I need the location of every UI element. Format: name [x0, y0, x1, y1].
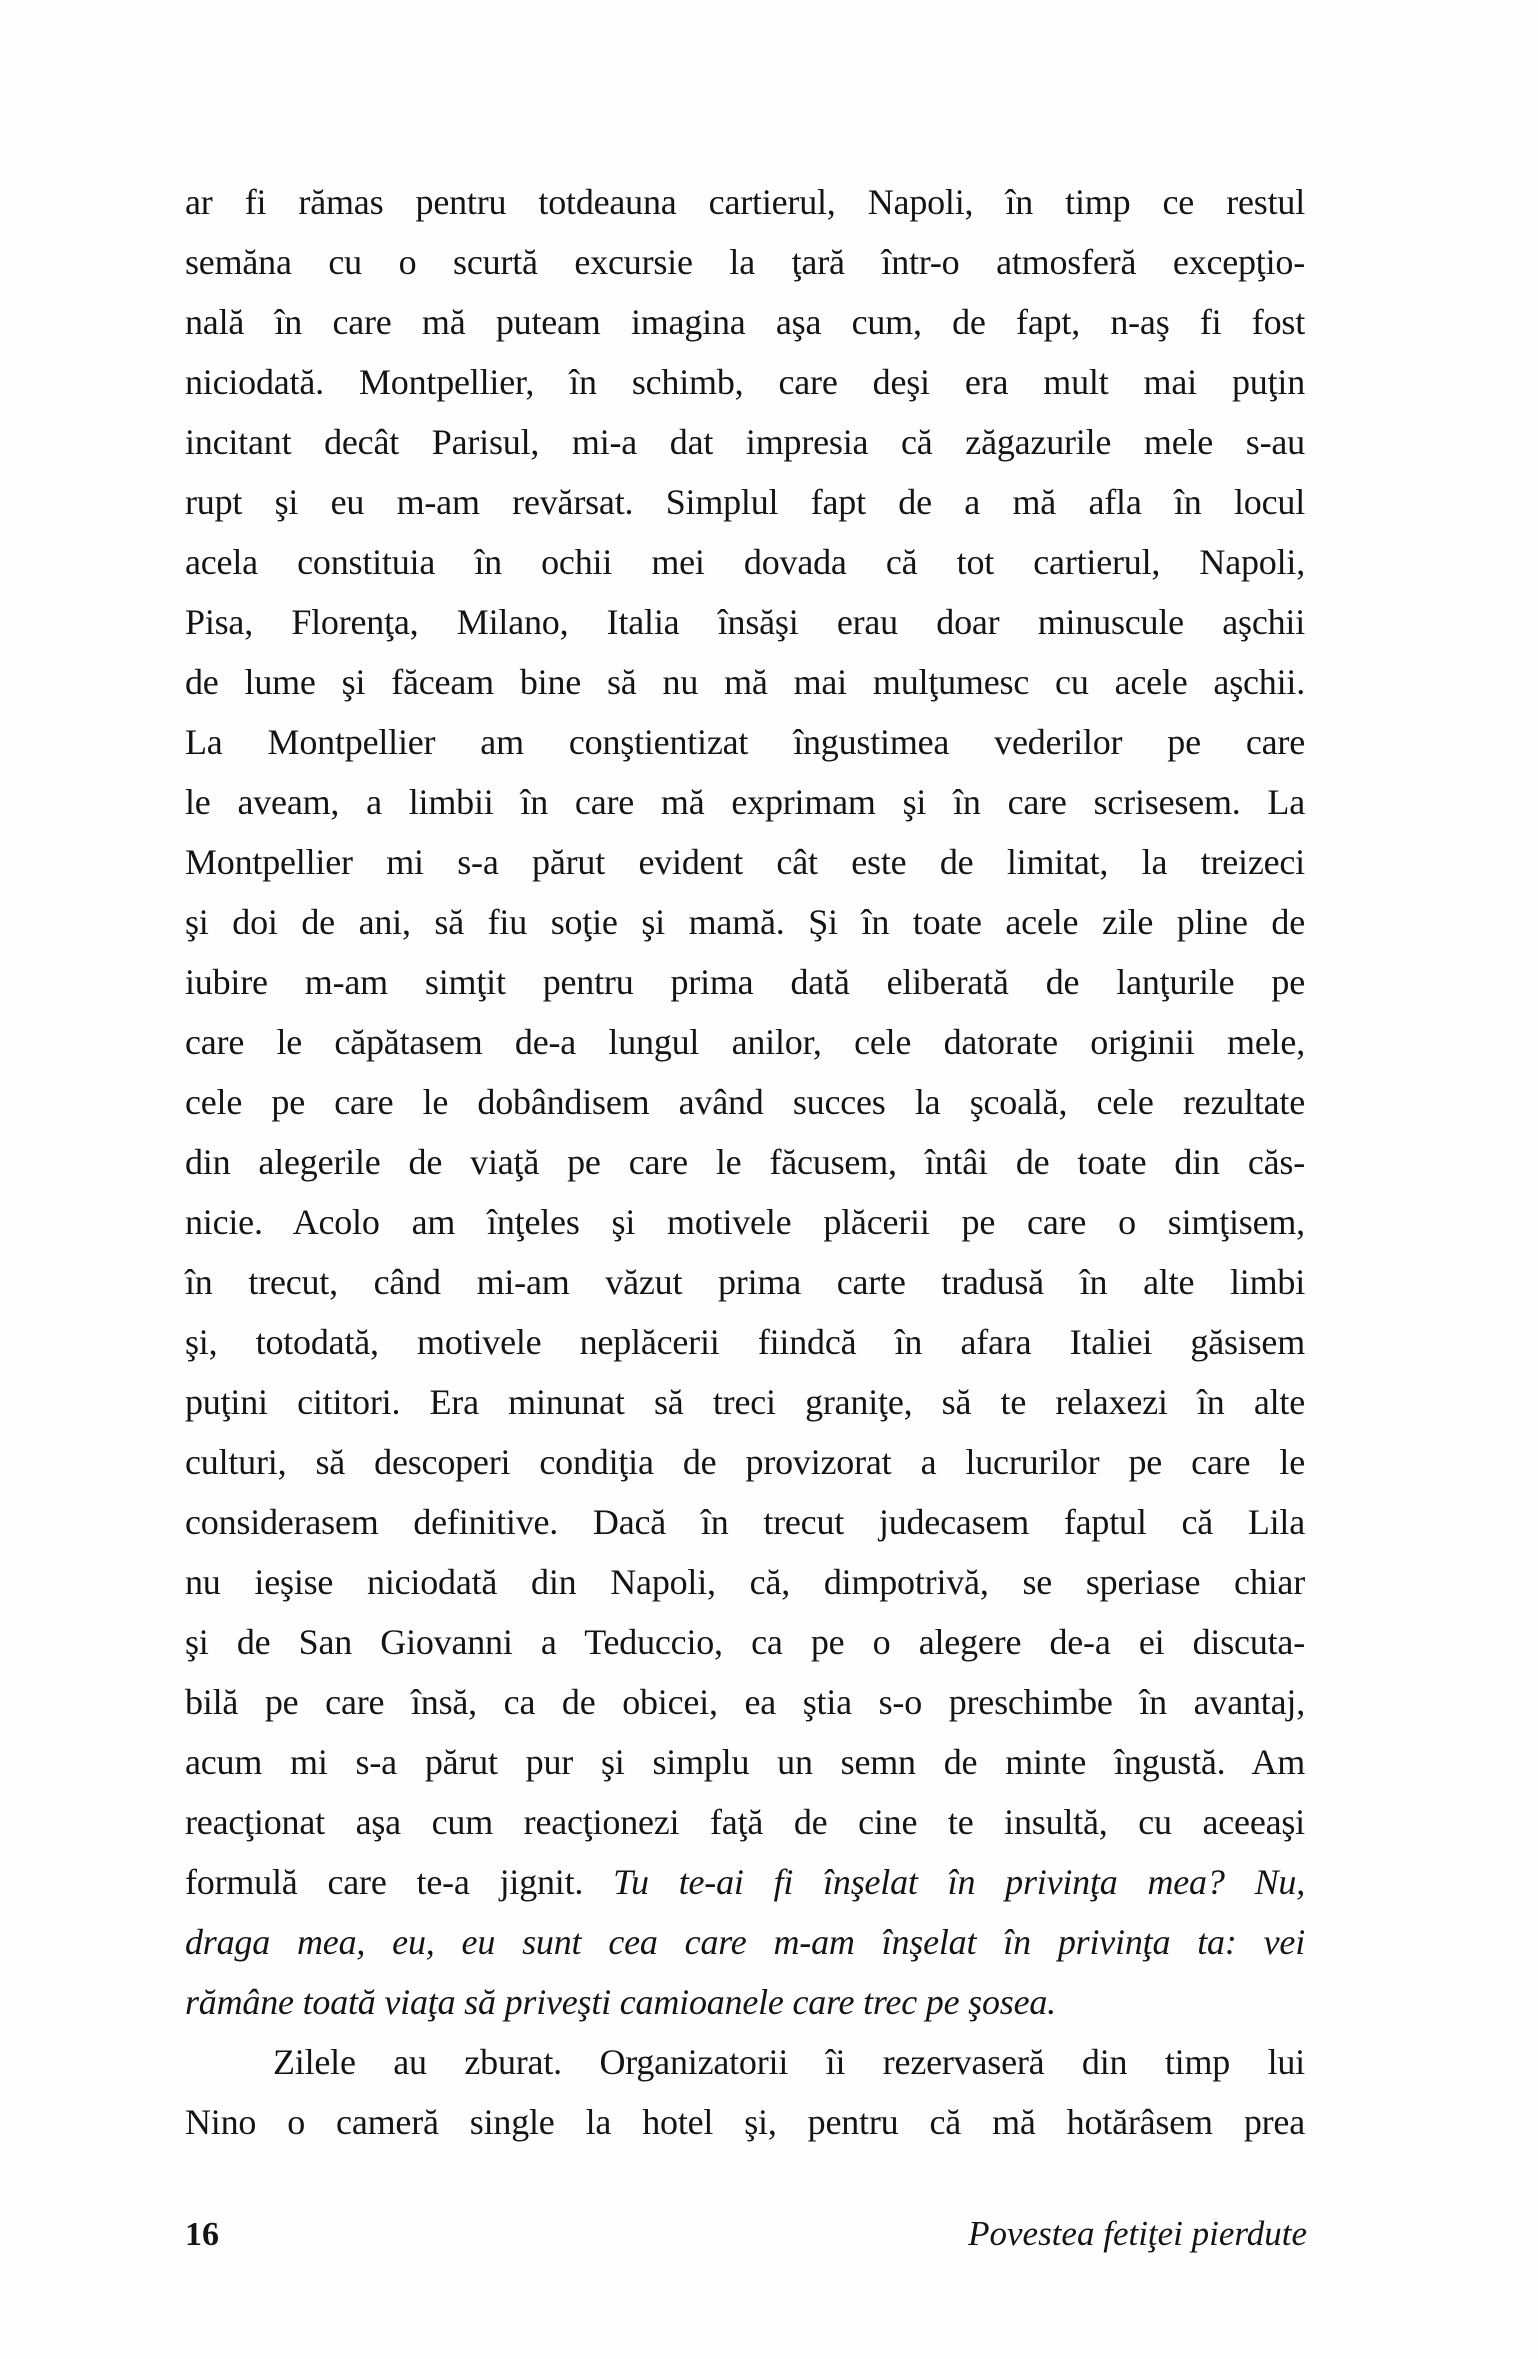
text-segment: le aveam, a limbii în care mă exprimam şi în care scrisesem. La — [185, 782, 1305, 822]
page-number: 16 — [185, 2216, 219, 2253]
text-line — [185, 1612, 1305, 1672]
text-line — [185, 1672, 1305, 1732]
text-segment: Nino o cameră single la hotel şi, pentru că mă hotărâsem prea — [185, 2102, 1305, 2142]
text-segment: în trecut, când mi-am văzut prima carte tradusă în alte limbi — [185, 1262, 1305, 1302]
text-segment: formulă care te-a jignit. — [185, 1862, 614, 1902]
text-line — [185, 1492, 1305, 1552]
text-line — [185, 772, 1305, 832]
text-line — [185, 712, 1305, 772]
text-line — [185, 352, 1305, 412]
running-title: Povestea fetiţei pierdute — [968, 2214, 1307, 2253]
text-line — [185, 1252, 1305, 1312]
text-segment: Pisa, Florenţa, Milano, Italia însăşi erau doar minuscule aşchii — [185, 602, 1305, 642]
text-segment: şi de San Giovanni a Teduccio, ca pe o alegere de-a ei discuta- — [185, 1622, 1305, 1662]
text-line — [185, 1192, 1305, 1252]
text-line — [185, 1972, 1305, 2032]
text-segment: bilă pe care însă, ca de obicei, ea ştia s-o preschimbe în avantaj, — [185, 1682, 1305, 1722]
text-line — [185, 892, 1305, 952]
text-segment: culturi, să descoperi condiţia de provizorat a lucrurilor pe care le — [185, 1442, 1305, 1482]
italic-text-segment: Tu te-ai fi înşelat în privinţa mea? Nu, — [613, 1862, 1305, 1902]
text-segment: ar fi rămas pentru totdeauna cartierul, Napoli, în timp ce restul — [185, 182, 1305, 222]
text-line — [185, 1012, 1305, 1072]
text-line — [185, 652, 1305, 712]
text-segment: La Montpellier am conştientizat îngustimea vederilor pe care — [185, 722, 1305, 762]
text-line — [185, 292, 1305, 352]
text-line — [185, 952, 1305, 1012]
italic-text-segment: draga mea, eu, eu sunt cea care m-am înşelat în privinţa ta: vei — [185, 1922, 1305, 1962]
text-line — [185, 592, 1305, 652]
body-text-block — [185, 172, 1305, 2152]
text-line — [185, 1732, 1305, 1792]
text-segment: din alegerile de viaţă pe care le făcusem, întâi de toate din căs- — [185, 1142, 1305, 1182]
text-segment: incitant decât Parisul, mi-a dat impresia că zăgazurile mele s-au — [185, 422, 1305, 462]
text-line — [185, 832, 1305, 892]
text-segment: acum mi s-a părut pur şi simplu un semn de minte îngustă. Am — [185, 1742, 1305, 1782]
text-line — [185, 1372, 1305, 1432]
text-segment: niciodată. Montpellier, în schimb, care deşi era mult mai puţin — [185, 362, 1305, 402]
text-segment: şi doi de ani, să fiu soţie şi mamă. Şi în toate acele zile pline de — [185, 902, 1305, 942]
text-line — [185, 532, 1305, 592]
text-line — [185, 1852, 1305, 1912]
text-segment: considerasem definitive. Dacă în trecut judecasem faptul că Lila — [185, 1502, 1305, 1542]
text-line — [185, 1912, 1305, 1972]
text-line — [185, 472, 1305, 532]
text-line — [185, 2032, 1305, 2092]
text-segment: Montpellier mi s-a părut evident cât este de limitat, la treizeci — [185, 842, 1305, 882]
text-line — [185, 412, 1305, 472]
text-line — [185, 1312, 1305, 1372]
text-line — [185, 2092, 1305, 2152]
text-segment: de lume şi făceam bine să nu mă mai mulţumesc cu acele aşchii. — [185, 662, 1305, 702]
text-segment: reacţionat aşa cum reacţionezi faţă de cine te insultă, cu aceeaşi — [185, 1802, 1305, 1842]
text-segment: acela constituia în ochii mei dovada că tot cartierul, Napoli, — [185, 542, 1305, 582]
text-line — [185, 1072, 1305, 1132]
text-segment: şi, totodată, motivele neplăcerii fiindcă în afara Italiei găsisem — [185, 1322, 1305, 1362]
text-segment: iubire m-am simţit pentru prima dată eliberată de lanţurile pe — [185, 962, 1305, 1002]
text-line — [185, 1432, 1305, 1492]
text-segment: semăna cu o scurtă excursie la ţară într-o atmosferă excepţio- — [185, 242, 1305, 282]
text-line — [185, 1132, 1305, 1192]
text-segment: nală în care mă puteam imagina aşa cum, de fapt, n-aş fi fost — [185, 302, 1305, 342]
text-segment: rupt şi eu m-am revărsat. Simplul fapt de a mă afla în locul — [185, 482, 1305, 522]
text-segment: Zilele au zburat. Organizatorii îi rezervaseră din timp lui — [273, 2042, 1305, 2082]
text-segment: nu ieşise niciodată din Napoli, că, dimpotrivă, se speriase chiar — [185, 1562, 1305, 1602]
italic-text-segment: rămâne toată viaţa să priveşti camioanele care trec pe şosea. — [185, 1982, 1056, 2022]
text-line — [185, 1552, 1305, 1612]
text-segment: care le căpătasem de-a lungul anilor, cele datorate originii mele, — [185, 1022, 1305, 1062]
text-segment: cele pe care le dobândisem având succes la şcoală, cele rezultate — [185, 1082, 1305, 1122]
text-segment: nicie. Acolo am înţeles şi motivele plăcerii pe care o simţisem, — [185, 1202, 1305, 1242]
text-segment: puţini cititori. Era minunat să treci graniţe, să te relaxezi în alte — [185, 1382, 1305, 1422]
text-line — [185, 1792, 1305, 1852]
text-line — [185, 172, 1305, 232]
page-footer — [185, 2212, 1307, 2257]
text-line — [185, 232, 1305, 292]
